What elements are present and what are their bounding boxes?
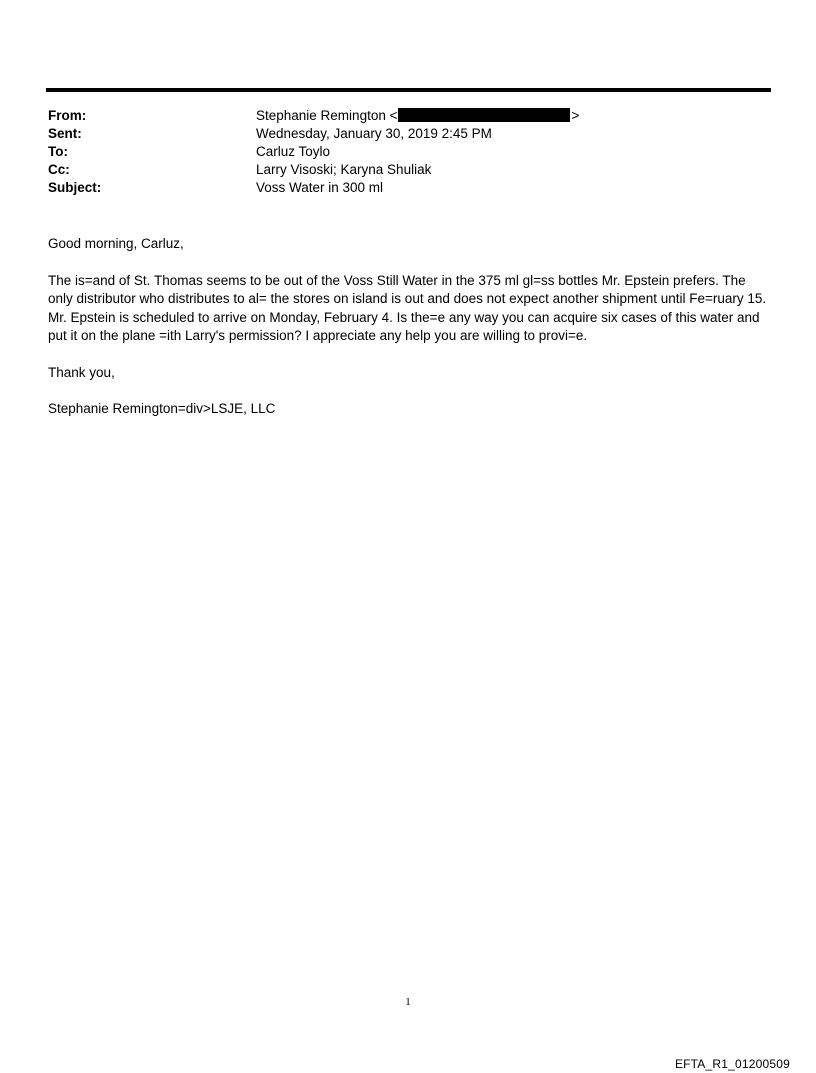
body-paragraph: The is=and of St. Thomas seems to be out of the Voss Still Water in the 375 ml gl=ss bottles Mr. Epstein prefers. The only distributor who distributes to al= the stores on island is out and does not expect another shipment until Fe=ruary 15. Mr. Epstein is scheduled to arrive on Monday, February 4. Is the=e any way you can acquire six cases of this water and put it on the plane =ith Larry's permission? I appreciate any help you are willing to provi=e.: [48, 272, 767, 343]
to-label: To:: [48, 144, 68, 159]
header-divider: [46, 88, 771, 92]
closing: Thank you,: [48, 364, 115, 380]
from-name: Stephanie Remington <: [256, 108, 398, 123]
email-header: [48, 107, 768, 197]
sent-row: [48, 125, 768, 143]
to-row: [48, 143, 768, 161]
sent-value: Wednesday, January 30, 2019 2:45 PM: [256, 126, 492, 141]
email-body: [48, 235, 773, 437]
cc-row: [48, 161, 768, 179]
sent-label: Sent:: [48, 126, 82, 141]
from-value: [256, 107, 768, 125]
subject-row: [48, 179, 768, 197]
from-row: [48, 107, 768, 125]
cc-label: Cc:: [48, 162, 70, 177]
from-label: From:: [48, 108, 87, 123]
document-id: EFTA_R1_01200509: [674, 1057, 790, 1071]
subject-value: Voss Water in 300 ml: [256, 180, 384, 195]
redaction-box: [398, 108, 570, 122]
page-number: 1: [405, 996, 411, 1008]
signature: Stephanie Remington=div>LSJE, LLC: [48, 401, 276, 416]
greeting: Good morning, Carluz,: [48, 236, 184, 251]
to-value: Carluz Toylo: [256, 144, 331, 159]
cc-value: Larry Visoski; Karyna Shuliak: [256, 162, 432, 177]
from-close: >: [571, 108, 580, 123]
subject-label: Subject:: [48, 180, 102, 195]
